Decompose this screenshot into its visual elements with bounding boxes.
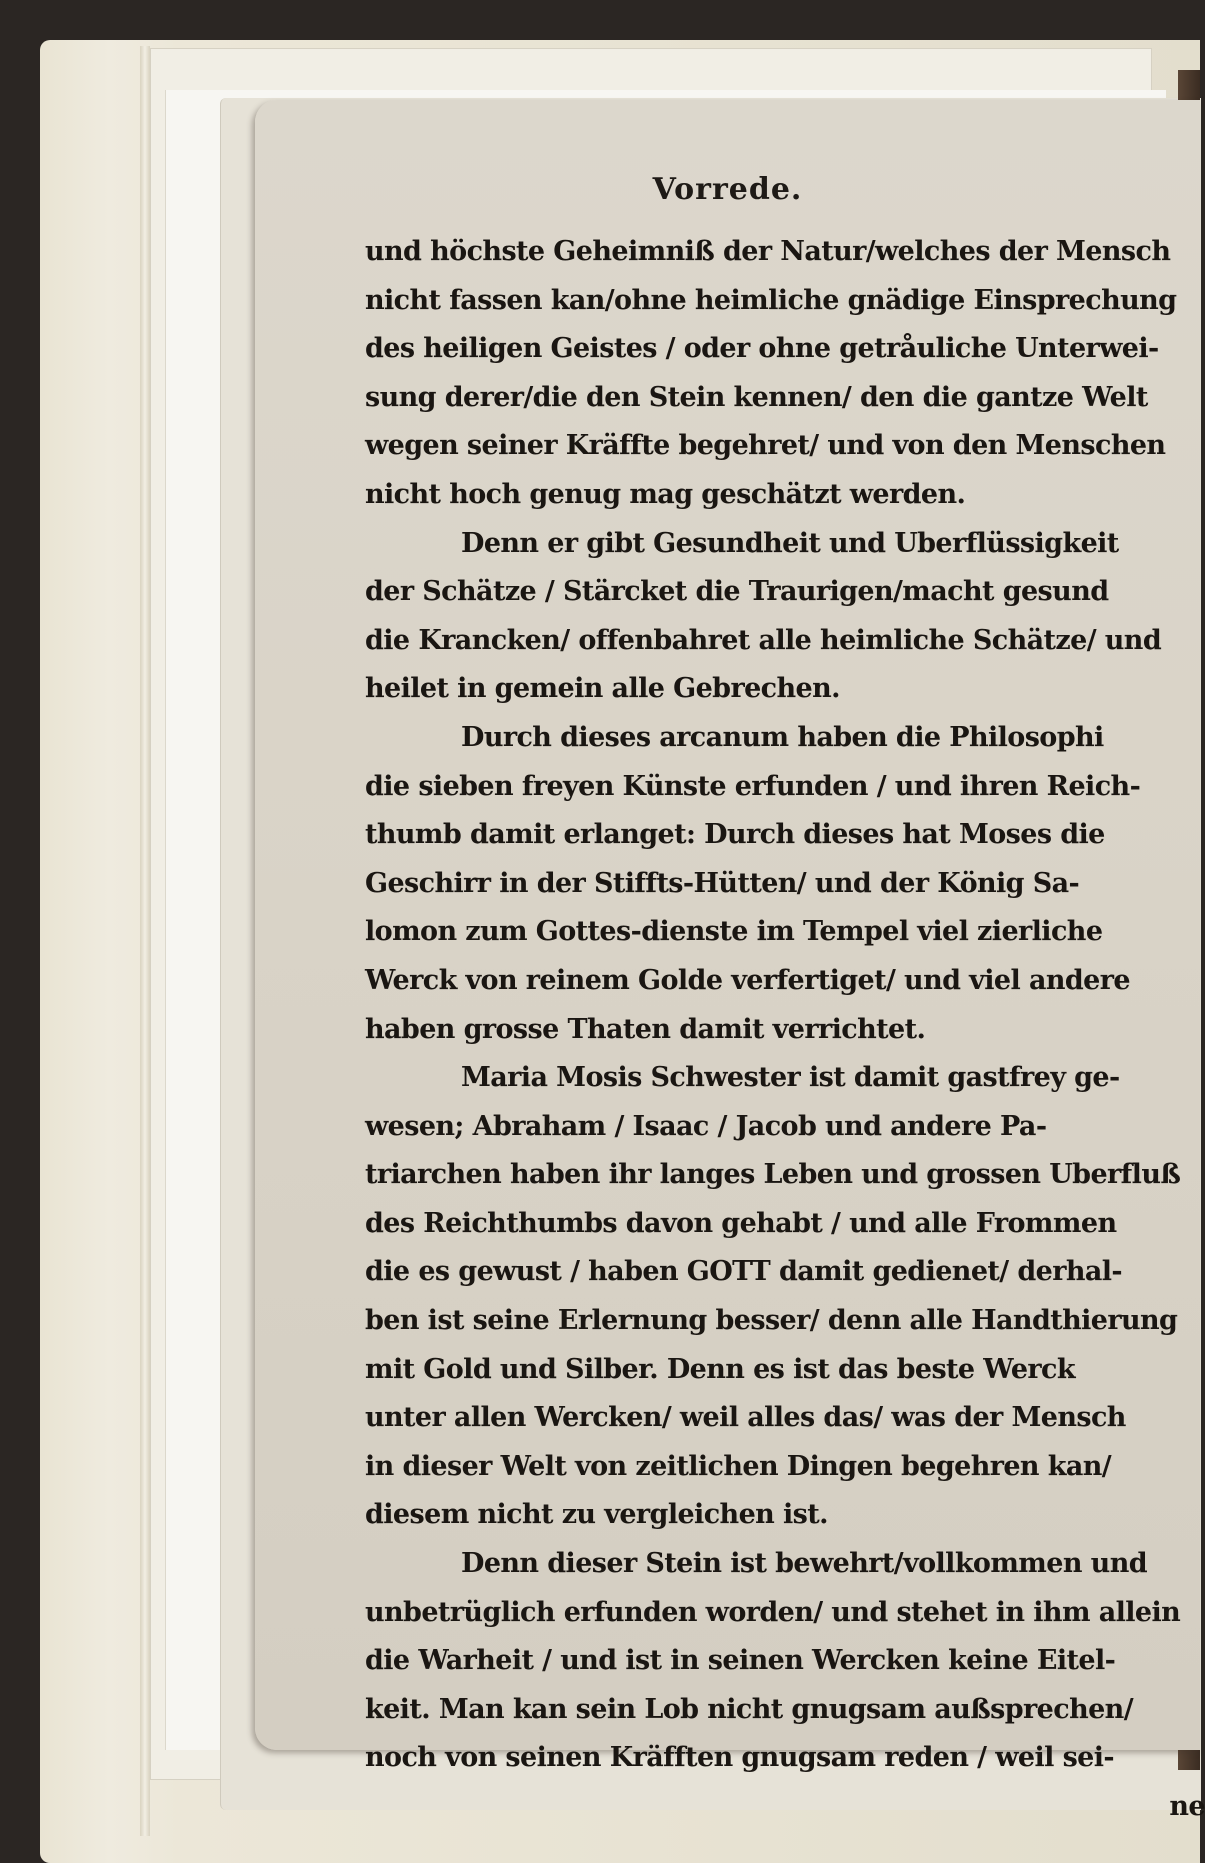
text-line: mit Gold und Silber. Denn es ist das beste Werck bbox=[365, 1353, 1075, 1385]
text-line: thumb damit erlanget: Durch dieses hat Moses die bbox=[365, 819, 1105, 851]
text-line: der Schätze / Stärcket die Traurigen/macht gesund bbox=[365, 576, 1109, 608]
text-line: des Reichthumbs davon gehabt / und alle Frommen bbox=[365, 1207, 1117, 1239]
text-line: ben ist seine Erlernung besser/ denn alle Handthierung bbox=[365, 1305, 1178, 1337]
catchword: ne bbox=[1169, 1791, 1205, 1822]
text-line: diesem nicht zu vergleichen ist. bbox=[365, 1499, 828, 1531]
running-head: Vorrede. bbox=[652, 172, 803, 207]
text-line: in dieser Welt von zeitlichen Dingen begehren kan/ bbox=[365, 1450, 1112, 1482]
text-line: Denn er gibt Gesundheit und Uberflüssigkeit bbox=[461, 527, 1119, 559]
text-line: Maria Mosis Schwester ist damit gastfrey ge- bbox=[461, 1062, 1120, 1094]
text-line: Durch dieses arcanum haben die Philosophi bbox=[461, 721, 1104, 753]
text-line: die sieben freyen Künste erfunden / und ihren Reich- bbox=[365, 770, 1141, 802]
text-line: keit. Man kan sein Lob nicht gnugsam außsprechen/ bbox=[365, 1693, 1133, 1725]
text-line: triarchen haben ihr langes Leben und grossen Uberfluß bbox=[365, 1159, 1181, 1191]
text-line: die es gewust / haben GOTT damit gedienet/ derhal- bbox=[365, 1256, 1123, 1288]
text-line: sung derer/die den Stein kennen/ den die gantze Welt bbox=[365, 381, 1148, 413]
text-line: Denn dieser Stein ist bewehrt/vollkommen und bbox=[461, 1548, 1148, 1580]
text-line: noch von seinen Kräfften gnugsam reden / weil sei- bbox=[365, 1742, 1115, 1774]
text-line: wegen seiner Kräffte begehret/ und von den Menschen bbox=[365, 430, 1166, 462]
text-line: Werck von reinem Golde verfertiget/ und viel andere bbox=[365, 964, 1130, 996]
text-line: und höchste Geheimniß der Natur/welches der Mensch bbox=[365, 236, 1171, 267]
text-line: nicht hoch genug mag geschätzt werden. bbox=[365, 478, 966, 510]
text-line: haben grosse Thaten damit verrichtet. bbox=[365, 1013, 926, 1045]
text-line: Geschirr in der Stiffts-Hütten/ und der König Sa- bbox=[365, 867, 1080, 899]
text-line: nicht fassen kan/ohne heimliche gnädige Einsprechung bbox=[365, 284, 1177, 316]
text-line: unter allen Wercken/ weil alles das/ was der Mensch bbox=[365, 1402, 1126, 1434]
text-line: unbetrüglich erfunden worden/ und stehet in ihm allein bbox=[365, 1596, 1181, 1628]
printed-page bbox=[255, 100, 1205, 1822]
text-line: lomon zum Gottes-dienste im Tempel viel zierliche bbox=[365, 916, 1103, 948]
text-block bbox=[365, 228, 1205, 1832]
text-line: wesen; Abraham / Isaac / Jacob und andere Pa- bbox=[365, 1110, 1047, 1142]
cover-fold bbox=[140, 46, 150, 1836]
text-line: die Krancken/ offenbahret alle heimliche Schätze/ und bbox=[365, 624, 1162, 656]
text-line: heilet in gemein alle Gebrechen. bbox=[365, 673, 840, 705]
text-line: die Warheit / und ist in seinen Wercken keine Eitel- bbox=[365, 1645, 1116, 1677]
text-line: des heiligen Geistes / oder ohne getråuliche Unterwei- bbox=[365, 333, 1159, 365]
